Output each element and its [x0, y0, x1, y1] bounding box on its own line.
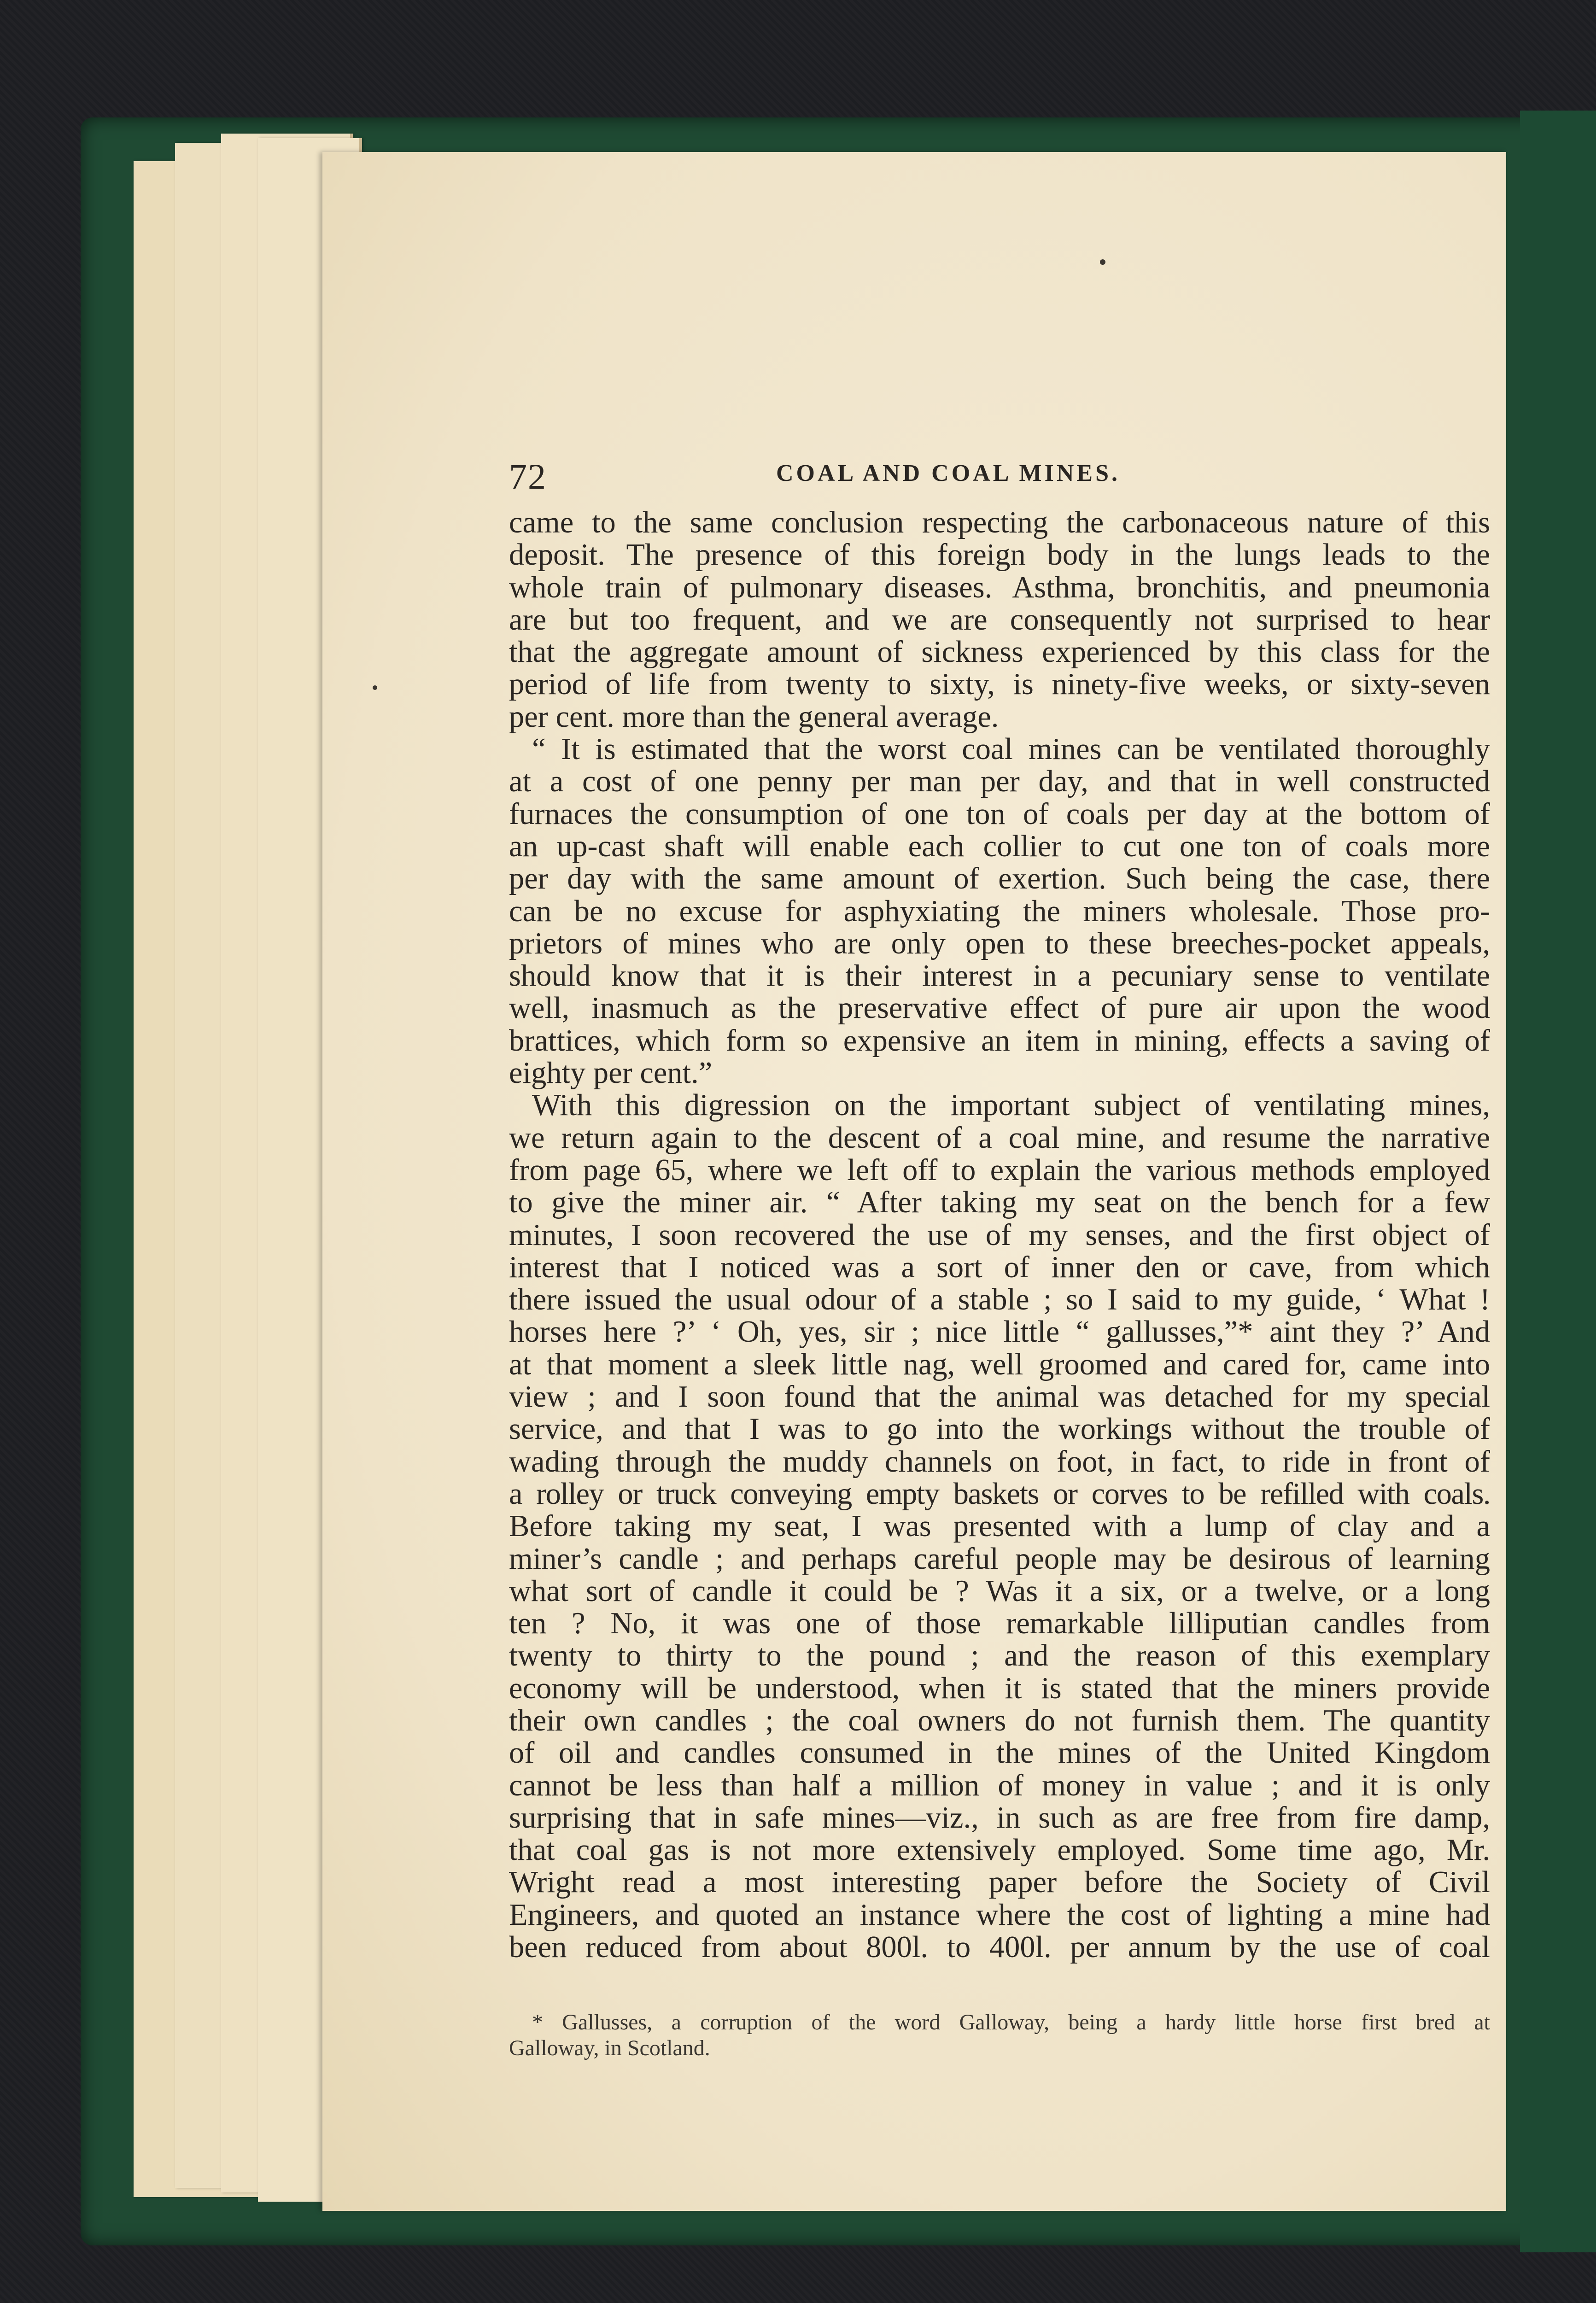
page-number: 72: [509, 456, 547, 497]
text-line: a rolley or truck conveying empty baskets or corves to be refilled with coals.: [509, 1477, 1490, 1511]
text-line: interest that I noticed was a sort of inner den or cave, from which: [509, 1250, 1490, 1284]
text-line: came to the same conclusion respecting the carbonaceous nature of this: [509, 506, 1490, 539]
footnote-line: * Gallusses, a corruption of the word Galloway, being a hardy little horse first bred at: [532, 2010, 1490, 2035]
text-line: at a cost of one penny per man per day, and that in well constructed: [509, 765, 1490, 799]
book-cover-right-edge: [1520, 111, 1596, 2252]
text-line: wading through the muddy channels on foot, in fact, to ride in front of: [509, 1444, 1490, 1479]
footnote: [509, 2010, 1490, 2061]
text-line: that the aggregate amount of sickness experienced by this class for the: [509, 635, 1490, 669]
body-text: [509, 507, 1490, 1964]
ink-speck: [373, 685, 377, 690]
text-line: surprising that in safe mines—viz., in such as are free from fire damp,: [509, 1800, 1490, 1835]
text-line: should know that it is their interest in a pecuniary sense to ventilate: [509, 959, 1490, 993]
running-title: COAL AND COAL MINES.: [776, 460, 1120, 486]
text-line: per day with the same amount of exertion. Such being the case, there: [509, 862, 1490, 896]
text-line: “ It is estimated that the worst coal mines can be ventilated thoroughly: [532, 732, 1490, 766]
text-line: brattices, which form so expensive an item in mining, effects a saving of: [509, 1023, 1490, 1058]
text-line: there issued the usual odour of a stable ; so I said to my guide, ‘ What !: [509, 1283, 1490, 1317]
text-line: minutes, I soon recovered the use of my senses, and the first object of: [509, 1218, 1490, 1252]
text-line: economy will be understood, when it is stated that the miners provide: [509, 1671, 1490, 1705]
text-line: ten ? No, it was one of those remarkable lilliputian candles from: [509, 1607, 1490, 1641]
text-line: from page 65, where we left off to explain the various methods employed: [509, 1153, 1490, 1187]
text-line: With this digression on the important subject of ventilating mines,: [532, 1088, 1490, 1122]
text-line: twenty to thirty to the pound ; and the reason of this exemplary: [509, 1639, 1490, 1673]
text-line: period of life from twenty to sixty, is ninety-five weeks, or sixty-seven: [509, 667, 1490, 701]
text-line: that coal gas is not more extensively employed. Some time ago, Mr.: [509, 1833, 1490, 1867]
text-line: service, and that I was to go into the workings without the trouble of: [509, 1412, 1490, 1446]
text-line: can be no excuse for asphyxiating the miners wholesale. Those pro-: [509, 894, 1490, 928]
text-line: we return again to the descent of a coal mine, and resume the narrative: [509, 1121, 1490, 1155]
text-line: cannot be less than half a million of money in value ; and it is only: [509, 1768, 1490, 1802]
text-line: whole train of pulmonary diseases. Asthma, bronchitis, and pneumonia: [509, 570, 1490, 604]
text-line: horses here ?’ ‘ Oh, yes, sir ; nice little “ gallusses,”* aint they ?’ And: [509, 1315, 1490, 1349]
text-line: eighty per cent.”: [509, 1056, 713, 1090]
text-line: deposit. The presence of this foreign body in the lungs leads to the: [509, 538, 1490, 572]
text-line: what sort of candle it could be ? Was it a six, or a twelve, or a long: [509, 1574, 1490, 1608]
text-line: Before taking my seat, I was presented with a lump of clay and a: [509, 1509, 1490, 1543]
text-line: Wright read a most interesting paper before the Society of Civil: [509, 1865, 1490, 1900]
footnote-line: Galloway, in Scotland.: [509, 2036, 710, 2061]
text-line: view ; and I soon found that the animal was detached for my special: [509, 1380, 1490, 1414]
text-line: are but too frequent, and we are consequently not surprised to hear: [509, 602, 1490, 637]
text-line: prietors of mines who are only open to these breeches-pocket appeals,: [509, 926, 1490, 960]
text-line: an up-cast shaft will enable each collier to cut one ton of coals more: [509, 829, 1490, 863]
page-content: [509, 292, 1490, 2061]
text-line: to give the miner air. “ After taking my seat on the bench for a few: [509, 1186, 1490, 1220]
book-page: [322, 152, 1506, 2211]
running-head: [509, 456, 1490, 507]
text-line: well, inasmuch as the preservative effect of pure air upon the wood: [509, 991, 1490, 1025]
text-line: been reduced from about 800l. to 400l. per annum by the use of coal: [509, 1930, 1490, 1964]
ink-speck: [1100, 259, 1105, 265]
text-line: their own candles ; the coal owners do not furnish them. The quantity: [509, 1703, 1490, 1737]
text-line: Engineers, and quoted an instance where the cost of lighting a mine had: [509, 1898, 1490, 1932]
text-line: at that moment a sleek little nag, well groomed and cared for, came into: [509, 1347, 1490, 1381]
text-line: miner’s candle ; and perhaps careful people may be desirous of learning: [509, 1542, 1490, 1576]
text-line: furnaces the consumption of one ton of coals per day at the bottom of: [509, 797, 1490, 831]
text-line: per cent. more than the general average.: [509, 700, 999, 734]
text-line: of oil and candles consumed in the mines of the United Kingdom: [509, 1736, 1490, 1770]
